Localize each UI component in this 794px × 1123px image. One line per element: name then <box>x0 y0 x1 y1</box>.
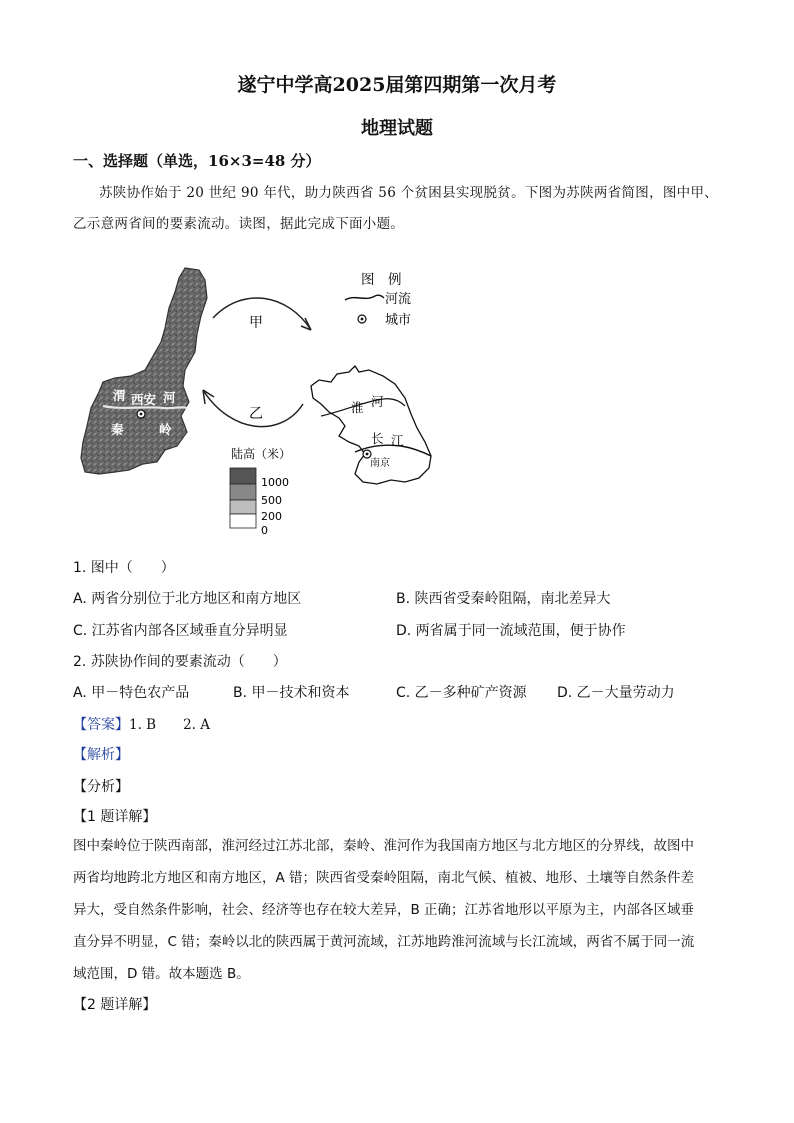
section-heading: 一、选择题（单选，16×3=48 分） <box>73 152 321 170</box>
elev-swatch-200 <box>230 500 256 514</box>
elev-swatch-1000 <box>230 468 256 484</box>
q2-option-d: D. 乙－大量劳动力 <box>557 685 675 701</box>
elev-label-0: 0 <box>261 524 268 537</box>
q2-stem: 2. 苏陕协作间的要素流动（ ） <box>73 654 287 670</box>
legend-river-symbol <box>345 295 384 300</box>
label-yi: 乙 <box>249 406 263 422</box>
answer-line <box>73 713 210 734</box>
q2-option-a: A. 甲－特色农产品 <box>73 685 190 701</box>
elev-label-200: 200 <box>261 510 282 523</box>
detail1-line-3: 异大，受自然条件影响，社会、经济等也存在较大差异，B 正确；江苏省地形以平原为主，内部各区域垂 <box>73 902 695 918</box>
label-xian: 西安 <box>131 392 157 407</box>
q2-option-c: C. 乙－多种矿产资源 <box>396 685 527 701</box>
fenxi-label: 【分析】 <box>73 779 129 795</box>
q1-option-d: D. 两省属于同一流域范围，便于协作 <box>396 623 626 639</box>
legend-river-label: 河流 <box>385 292 412 307</box>
shaanxi-shape <box>81 268 207 474</box>
q1-option-b: B. 陕西省受秦岭阻隔，南北差异大 <box>396 591 611 607</box>
elev-swatch-500 <box>230 484 256 500</box>
exam-subtitle: 地理试题 <box>361 118 433 139</box>
elev-swatch-0 <box>230 514 256 528</box>
detail1-label: 【1 题详解】 <box>73 809 157 825</box>
intro-line-2: 乙示意两省间的要素流动。读图，据此完成下面小题。 <box>73 216 405 232</box>
label-he-wei: 河 <box>163 390 176 405</box>
label-ling: 岭 <box>159 422 172 437</box>
answer-value: 1. B 2. A <box>129 717 211 733</box>
map-figure <box>73 256 493 546</box>
label-wei: 渭 <box>113 388 126 403</box>
elev-label-1000: 1000 <box>261 476 289 489</box>
label-chang: 长 <box>371 431 384 446</box>
detail2-label: 【2 题详解】 <box>73 997 157 1013</box>
exam-title: 遂宁中学高2025届第四期第一次月考 <box>237 74 557 96</box>
q1-option-c: C. 江苏省内部各区域垂直分异明显 <box>73 623 288 639</box>
detail1-line-4: 直分异不明显，C 错；秦岭以北的陕西属于黄河流域，江苏地跨淮河流域与长江流域，两省不属于同一流 <box>73 934 695 950</box>
label-he-huai: 河 <box>371 394 384 409</box>
detail1-line-1: 图中秦岭位于陕西南部，淮河经过江苏北部，秦岭、淮河作为我国南方地区与北方地区的分界线，故图中 <box>73 838 694 854</box>
label-qin: 秦 <box>111 422 124 437</box>
answer-label: 【答案】 <box>73 717 129 733</box>
analysis-label: 【解析】 <box>73 747 129 763</box>
detail1-line-2: 两省均地跨北方地区和南方地区，A 错；陕西省受秦岭阻隔，南北气候、植被、地形、土壤等自然条件差 <box>73 870 695 886</box>
label-huai: 淮 <box>351 400 364 415</box>
label-jia: 甲 <box>249 315 263 331</box>
q2-option-b: B. 甲－技术和资本 <box>233 685 350 701</box>
detail1-line-5: 域范围，D 错。故本题选 B。 <box>73 966 250 982</box>
legend-city-label: 城市 <box>385 313 412 328</box>
elev-label-500: 500 <box>261 494 282 507</box>
legend-title: 图 例 <box>361 272 402 288</box>
elevation-title: 陆高（米） <box>231 447 292 461</box>
intro-line-1: 苏陕协作始于 20 世纪 90 年代，助力陕西省 56 个贫困县实现脱贫。下图为苏陕两省简图，图中甲、 <box>99 185 719 201</box>
q1-option-a: A. 两省分别位于北方地区和南方地区 <box>73 591 302 607</box>
label-jiang: 江 <box>391 433 404 448</box>
q1-stem: 1. 图中（ ） <box>73 560 175 576</box>
label-nanjing: 南京 <box>370 458 390 469</box>
